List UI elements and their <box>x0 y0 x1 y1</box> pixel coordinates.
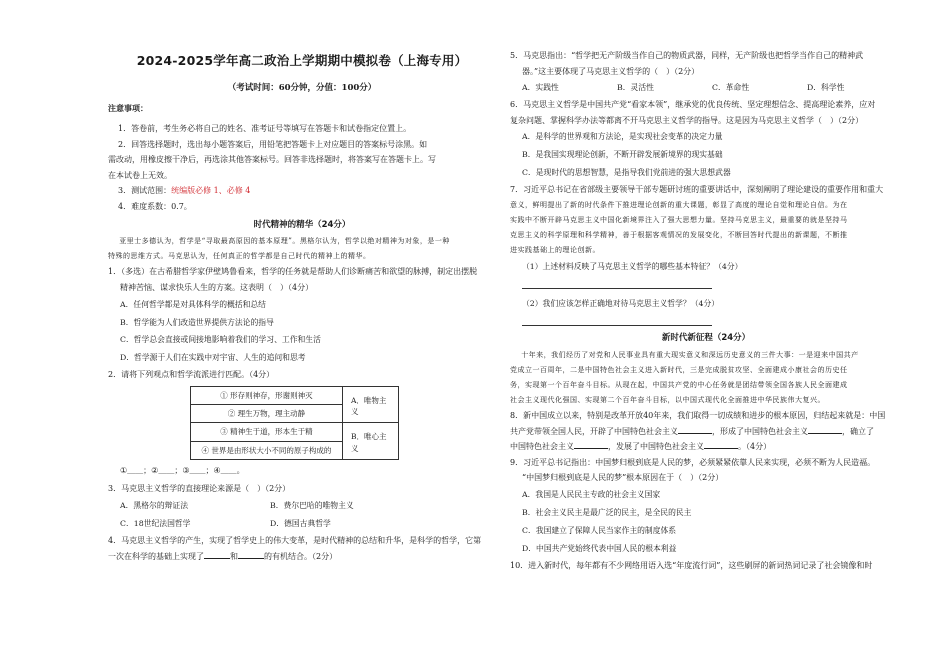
matching-table <box>190 386 399 460</box>
section-intro: 亚里士多德认为，哲学是“寻取最高原因的基本原理”。黑格尔认为，哲学以绝对精神为对象，是一种 <box>119 237 450 246</box>
section-intro: 十年来，我们经历了对党和人民事业具有重大现实意义和深远历史意义的三件大事：一是迎来中国共产 <box>521 350 859 359</box>
section-intro: 党成立一百周年，二是中国特色社会主义进入新时代，三是完成脱贫攻坚、全面建成小康社会的历史任 <box>510 365 848 374</box>
question-10: 10．进入新时代，每年都有不少网络用语入选“年度流行词”，这些刷屏的新词热词记录了社会镜像和时 <box>510 560 873 570</box>
notes-heading: 注意事项： <box>108 104 148 113</box>
note-item <box>108 183 496 199</box>
question-4: 4．马克思主义哲学的产生，实现了哲学史上的伟大变革，是时代精神的总结和升华，是科学的哲学，它第 <box>108 535 482 545</box>
note-item: 2．回答选择题时，选出每小题答案后，用铅笔把答题卡上对应题目的答案标号涂黑。如 <box>118 139 428 149</box>
question-4-text: 的有机结合。（2分） <box>264 551 338 561</box>
option-c[interactable]: C．哲学总会直接或间接地影响着我们的学习、工作和生活 <box>120 335 321 345</box>
question-8-text: ，发展了中国特色社会主义 <box>608 442 704 452</box>
match-group-b: B．唯心主义 <box>343 423 399 460</box>
option-d[interactable]: D．科学性 <box>807 83 845 93</box>
match-group-a: A．唯物主义 <box>343 386 399 423</box>
fill-blank[interactable] <box>574 441 608 449</box>
option-a[interactable]: A．任何哲学都是对具体科学的概括和总结 <box>120 299 266 309</box>
question-3: 3．马克思主义哲学的直接理论来源是（ ）（2分） <box>108 484 291 494</box>
option-c[interactable]: C．革命性 <box>712 83 750 93</box>
question-8-text: 中国特色社会主义 <box>510 442 574 452</box>
question-2-fill[interactable]: ①＿＿；②＿＿；③＿＿；④＿＿。 <box>120 465 245 475</box>
question-6-cont: 复杂问题、掌握科学办法等都离不开马克思主义哲学的指导。这是因为马克思主义哲学（ ）（2分） <box>510 115 864 125</box>
fill-blank[interactable] <box>808 426 842 434</box>
exam-time-score: （考试时间：60分钟，分值：100分） <box>227 83 377 93</box>
answer-line[interactable] <box>522 277 712 289</box>
question-4-text: 一次在科学的基础上实现了 <box>108 551 204 561</box>
question-7-material: 克思主义的科学原理和科学精神，善于根据客观情况的发展变化，不断回答时代提出的新课题，不断推 <box>510 230 848 239</box>
question-9-cont: “中国梦归根到底是人民的梦”根本原因在于（ ）（2分） <box>522 473 724 483</box>
note-item: 需改动，用橡皮擦干净后，再选涂其他答案标号。回答非选择题时，将答案写在答题卡上。写 <box>108 155 436 165</box>
note-item: 4．难度系数：0.7。 <box>118 201 192 211</box>
question-7-material: 意义，鲜明提出了新的时代条件下推进理论创新的重大课题，彰显了高度的理论自觉和理论自信。为在 <box>510 200 848 209</box>
section-heading-1: 时代精神的精华（24分） <box>253 219 351 230</box>
question-6: 6．马克思主义哲学是中国共产党“看家本领”，继承党的优良传统、坚定理想信念、提高理论素养，应对 <box>510 100 876 110</box>
fill-blank[interactable] <box>678 426 712 434</box>
question-8-text: ，形成了中国特色社会主义 <box>712 426 808 436</box>
option-d[interactable]: D．中国共产党始终代表中国人民的根本利益 <box>522 543 677 553</box>
match-item: ① 形存则神存，形谢则神灭 <box>191 386 343 404</box>
match-item: ③ 精神生于道，形本生于精 <box>191 423 343 441</box>
option-b[interactable]: B．社会主义民主是最广泛的民主，是全民的民主 <box>522 507 692 517</box>
question-7-sub-2: （2）我们应该怎样正确地对待马克思主义哲学？（4分） <box>522 298 720 308</box>
question-7-material: 实践中不断开辟马克思主义中国化新境界注入了强大思想力量。坚持马克思主义，最重要的就是坚持马 <box>510 215 848 224</box>
option-b[interactable]: B．哲学能为人们改造世界提供方法论的指导 <box>120 317 274 327</box>
option-a[interactable]: A．是科学的世界观和方法论，是实现社会变革的决定力量 <box>522 132 723 142</box>
option-c[interactable]: C．是现时代的思想智慧，是指导我们党前进的强大思想武器 <box>522 168 731 178</box>
note-item: 1．答卷前，考生务必将自己的姓名、准考证号等填写在答题卡和试卷指定位置上。 <box>118 124 412 133</box>
question-8-text: 。（4分） <box>738 442 772 452</box>
options-row <box>108 497 496 515</box>
options-row <box>510 79 902 97</box>
question-8-text: ，确立了 <box>842 426 874 436</box>
question-2: 2．请将下列观点和哲学流派进行匹配。（4分） <box>108 370 275 380</box>
question-7-material: 进实践基础上的理论创新。 <box>510 245 600 254</box>
option-b[interactable]: B．是我国实现理论创新，不断开辟发展新境界的现实基础 <box>522 150 723 160</box>
option-c[interactable]: C．18世纪法国哲学 <box>120 518 191 528</box>
question-5-cont: 器。”这主要体现了马克思主义哲学的（ ）（2分） <box>522 66 700 76</box>
left-column <box>108 103 496 564</box>
page-title: 2024-2025学年高二政治上学期期中模拟卷（上海专用） <box>136 53 468 68</box>
question-4-cont <box>108 549 496 565</box>
match-item: ④ 世界是由形状大小不同的原子构成的 <box>191 441 343 459</box>
option-a[interactable]: A．实践性 <box>522 83 559 93</box>
question-7-sub-1: （1）上述材料反映了马克思主义哲学的哪些基本特征？（4分） <box>522 261 743 271</box>
fill-blank[interactable] <box>238 551 264 559</box>
answer-line[interactable] <box>522 314 712 326</box>
options-row <box>108 515 496 533</box>
question-5: 5．马克思指出：“哲学把无产阶级当作自己的物质武器，同样，无产阶级也把哲学当作自己的精神武 <box>510 51 864 60</box>
section-intro: 社会主义现代化强国、实现第二个百年奋斗目标，以中国式现代化全面推进中华民族伟大复兴。 <box>510 396 825 405</box>
question-7: 7．习近平总书记在省部级主要领导干部专题研讨班的重要讲话中，深刻阐明了理论建设的重要作用和重大 <box>510 185 884 195</box>
option-d[interactable]: D．德国古典哲学 <box>270 518 331 528</box>
fill-blank[interactable] <box>204 551 230 559</box>
fill-blank[interactable] <box>704 441 738 449</box>
test-scope-value: 统编版必修 1、必修 4 <box>171 186 251 196</box>
question-8-text: 共产党带领全国人民，开辟了中国特色社会主义 <box>510 426 678 436</box>
option-b[interactable]: B．灵活性 <box>617 83 654 93</box>
option-c[interactable]: C．我国建立了保障人民当家作主的制度体系 <box>522 525 677 535</box>
question-9: 9．习近平总书记指出：中国梦归根到底是人民的梦，必须紧紧依靠人民来实现，必须不断为人民造福。 <box>510 457 876 467</box>
match-item: ② 理生万物，理主动静 <box>191 405 343 423</box>
note-item: 在本试卷上无效。 <box>108 170 172 180</box>
question-1-cont: 精神苦恼、谋求快乐人生的方案。这表明（ ）（4分） <box>120 283 314 292</box>
section-intro: 务，实现第一个百年奋斗目标。从现在起，中国共产党的中心任务就是团结带领全国各族人民全面建成 <box>510 380 848 389</box>
option-a[interactable]: A．我国是人民民主专政的社会主义国家 <box>522 490 661 500</box>
question-4-text: 和 <box>230 551 238 561</box>
question-8-cont <box>510 424 902 440</box>
test-scope-label: 3．测试范围： <box>118 186 172 196</box>
question-1: 1．（多选）在古希腊哲学家伊壁鸠鲁看来，哲学的任务就是帮助人们诊断痛苦和欲望的脉搏，制定出摆脱 <box>108 267 478 277</box>
question-8-cont <box>510 439 902 455</box>
option-a[interactable]: A．黑格尔的辩证法 <box>120 501 189 511</box>
question-8: 8．新中国成立以来，特别是改革开放40年来，我们取得一切成绩和进步的根本原因，归结起来就是：中国 <box>510 411 886 421</box>
section-heading-2: 新时代新征程（24分） <box>661 333 751 344</box>
option-d[interactable]: D．哲学源于人们在实践中对宇宙、人生的追问和思考 <box>120 353 306 363</box>
right-column <box>510 48 902 573</box>
option-b[interactable]: B．费尔巴哈的唯物主义 <box>270 501 354 511</box>
section-intro: 特殊的思维方式。马克思认为，任何真正的哲学都是自己时代的精神上的精华。 <box>108 252 371 261</box>
